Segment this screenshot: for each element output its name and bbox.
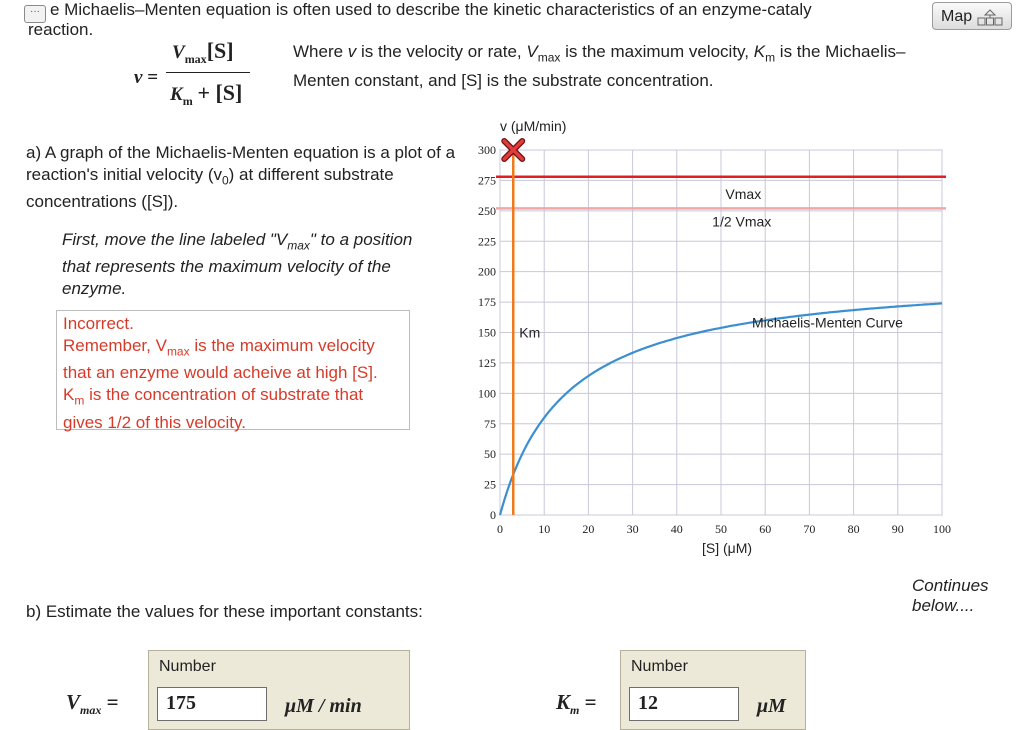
eq-vmax-symbol: V: [172, 42, 185, 63]
km-number-box: [620, 650, 806, 730]
desc-p3: is the maximum velocity,: [560, 42, 754, 61]
x-tick-label: 80: [847, 522, 860, 536]
y-tick-label: 75: [484, 416, 496, 431]
vmax-symbol-v: V: [66, 690, 81, 714]
feedback-b: is the maximum velocity that an enzyme would acheive at high [S]. K: [63, 336, 378, 405]
x-tick-label: 70: [803, 522, 816, 536]
km-input[interactable]: 12: [629, 687, 739, 721]
continues-note: Continues below....: [912, 576, 989, 615]
km-symbol-sub: m: [570, 703, 580, 718]
y-tick-label: 175: [478, 295, 496, 310]
y-tick-label: 250: [478, 203, 496, 218]
desc-p2: is the velocity or rate,: [356, 42, 527, 61]
km-symbol-k: K: [556, 690, 571, 714]
part-a-sub: 0: [221, 173, 229, 188]
intro-line1: e Michaelis–Menten equation is often used to describe the kinetic characteristics of an enzyme-cataly: [50, 0, 812, 19]
x-tick-label: 30: [626, 522, 639, 536]
y-tick-label: 225: [478, 234, 496, 249]
desc-vmax: V: [526, 42, 538, 61]
y-axis-label: v (μM/min): [500, 118, 567, 134]
x-tick-label: 100: [933, 522, 951, 536]
km-number-label: Number: [631, 658, 688, 675]
eq-km-sub: m: [182, 93, 193, 108]
part-a-question: [26, 142, 456, 213]
instr-1: First, move the line labeled "V: [62, 230, 288, 249]
y-tick-label: 275: [478, 173, 496, 188]
y-tick-label: 300: [478, 143, 496, 157]
eq-plus-s: + [S]: [197, 80, 243, 105]
y-tick-label: 200: [478, 264, 496, 279]
half-vmax-label: 1/2 Vmax: [712, 213, 772, 230]
y-tick-label: 150: [478, 325, 496, 340]
map-button[interactable]: [932, 2, 1012, 30]
feedback-c: is the concentration of substrate that gives 1/2 of this velocity.: [63, 385, 364, 432]
y-tick-label: 0: [490, 508, 496, 522]
x-tick-label: 20: [582, 522, 595, 536]
km-label: Km: [519, 324, 541, 341]
x-tick-label: 10: [538, 522, 551, 536]
x-tick-label: 50: [715, 522, 727, 536]
x-tick-label: 40: [670, 522, 683, 536]
desc-v: v: [347, 42, 357, 61]
vmax-equals: =: [106, 690, 119, 714]
map-icon: [977, 9, 1003, 27]
feedback-a: Remember, V: [63, 336, 167, 355]
intro-line2: reaction.: [28, 20, 94, 39]
x-axis-label: [S] (μM): [702, 540, 753, 556]
instr-2: " to a position that represents the maximum velocity of the enzyme.: [62, 230, 413, 299]
part-a-instruction: [62, 229, 442, 300]
y-tick-label: 25: [484, 477, 496, 492]
feedback-title: Incorrect.: [63, 314, 134, 333]
part-b-title: b) Estimate the values for these important constants:: [26, 602, 423, 621]
y-tick-label: 50: [484, 447, 496, 462]
equation-description: [293, 40, 933, 93]
equation-v: v =: [134, 67, 159, 88]
part-a-text: a) A graph of the Michaelis-Menten equation is a plot of a reaction's initial velocity (v: [26, 143, 456, 184]
map-button-label: Map: [941, 8, 973, 25]
vmax-number-box: [148, 650, 410, 730]
eq-km-symbol: K: [170, 84, 183, 105]
equation-denominator: [170, 80, 242, 109]
instr-sub: max: [287, 238, 310, 253]
feedback-box: [56, 310, 410, 430]
desc-km-sub: m: [765, 50, 776, 65]
equation-numerator: [172, 38, 234, 67]
km-equals: =: [584, 690, 597, 714]
michaelis-menten-chart[interactable]: [470, 115, 960, 565]
desc-p1: Where: [293, 42, 348, 61]
x-tick-label: 0: [497, 522, 503, 536]
feedback-sub2: m: [74, 393, 85, 408]
desc-vmax-sub: max: [537, 50, 561, 65]
vmax-number-label: Number: [159, 658, 216, 675]
ellipsis-icon[interactable]: ···: [24, 5, 46, 23]
vmax-symbol: [66, 690, 119, 718]
intro-text: [28, 0, 928, 40]
x-tick-label: 60: [759, 522, 772, 536]
desc-km: K: [753, 42, 766, 61]
eq-s: [S]: [206, 38, 234, 63]
y-tick-label: 125: [478, 355, 496, 370]
vmax-input[interactable]: 175: [157, 687, 267, 721]
y-tick-label: 100: [478, 386, 496, 401]
feedback-sub: max: [166, 344, 190, 359]
desc-p4: is the Michaelis– Menten constant, and [S] is the substrate concentration.: [293, 42, 906, 91]
km-symbol: [556, 690, 597, 718]
vmax-symbol-sub: max: [80, 703, 102, 718]
curve-label: Michaelis-Menten Curve: [751, 314, 903, 331]
x-tick-label: 90: [891, 522, 904, 536]
vmax-unit: μM / min: [285, 695, 362, 717]
equation-fraction-line: [166, 72, 250, 73]
km-unit: μM: [757, 695, 786, 717]
part-a-text-end: ) at different substrate concentrations ([S]).: [26, 165, 394, 212]
vmax-label: Vmax: [725, 185, 762, 202]
eq-vmax-sub: max: [184, 51, 207, 66]
